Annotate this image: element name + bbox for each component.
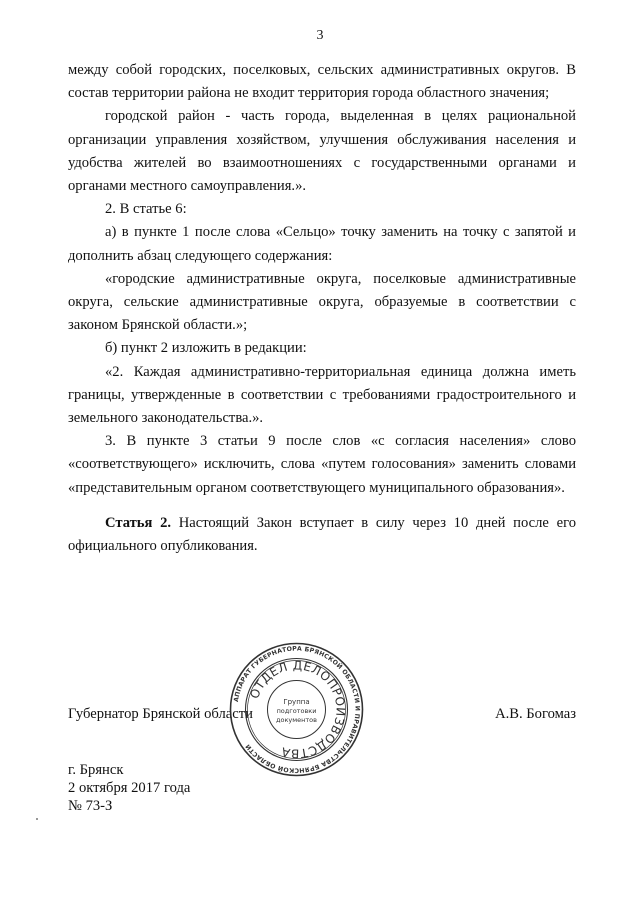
paragraph: «2. Каждая административно-территориальная единица должна иметь границы, утвержденные в соответствии с требованиями градостроительного и земельного законодательства.». xyxy=(68,363,576,427)
paragraph: «городские административные округа, поселковые административные округа, сельские административные округа, образуемые в соответствии с законом Брянской области.»; xyxy=(68,270,576,334)
paragraph: 3. В пункте 3 статьи 9 после слов «с согласия населения» слово «соответствующего» исключить, слова «путем голосования» заменить словами «представительным органом соответствующего муниципального образования». xyxy=(68,433,576,496)
stamp-center-line-3: документов xyxy=(276,716,317,724)
paragraph: б) пункт 2 изложить в редакции: xyxy=(105,340,307,357)
paragraph: между собой городских, поселковых, сельских административных округов. В состав территории района не входит территория города областного значения; xyxy=(68,62,576,102)
scan-speck xyxy=(36,818,38,820)
city: г. Брянск xyxy=(68,762,124,778)
article-2-label: Статья 2. xyxy=(105,514,172,531)
stamp-center-line-1: Группа xyxy=(283,698,310,706)
stamp-outer-text: АППАРАТ ГУБЕРНАТОРА БРЯНСКОЙ ОБЛАСТИ И ПРАВИТЕЛЬСТВА БРЯНСКОЙ ОБЛАСТИ xyxy=(232,645,361,774)
signatory-name: А.В. Богомаз xyxy=(495,706,576,722)
paragraph: а) в пункте 1 после слова «Сельцо» точку заменить на точку с запятой и дополнить абзац следующего содержания: xyxy=(68,224,576,264)
page-number: 3 xyxy=(316,28,324,43)
stamp-ring-text: ОТДЕЛ ДЕЛОПРОИЗВОДСТВА xyxy=(247,658,348,761)
law-number: № 73-З xyxy=(68,798,113,814)
paragraph: 2. В статье 6: xyxy=(105,201,187,218)
article-2-text: Настоящий Закон вступает в силу через 10 дней после его официального опубликования. xyxy=(68,514,576,555)
office-stamp xyxy=(229,642,364,777)
paragraph: городской район - часть города, выделенная в целях рациональной организации управления хозяйством, улучшения обслуживания населения и удобства жителей во взаимоотношениях с государственными органами и органами местного самоуправления.». xyxy=(68,108,576,195)
document-body xyxy=(68,59,576,558)
document-footer xyxy=(68,761,190,815)
stamp-center-line-2: подготовки xyxy=(276,707,317,715)
article-2-paragraph xyxy=(68,512,576,558)
signatory-position: Губернатор Брянской области xyxy=(68,706,253,722)
date: 2 октября 2017 года xyxy=(68,780,191,796)
